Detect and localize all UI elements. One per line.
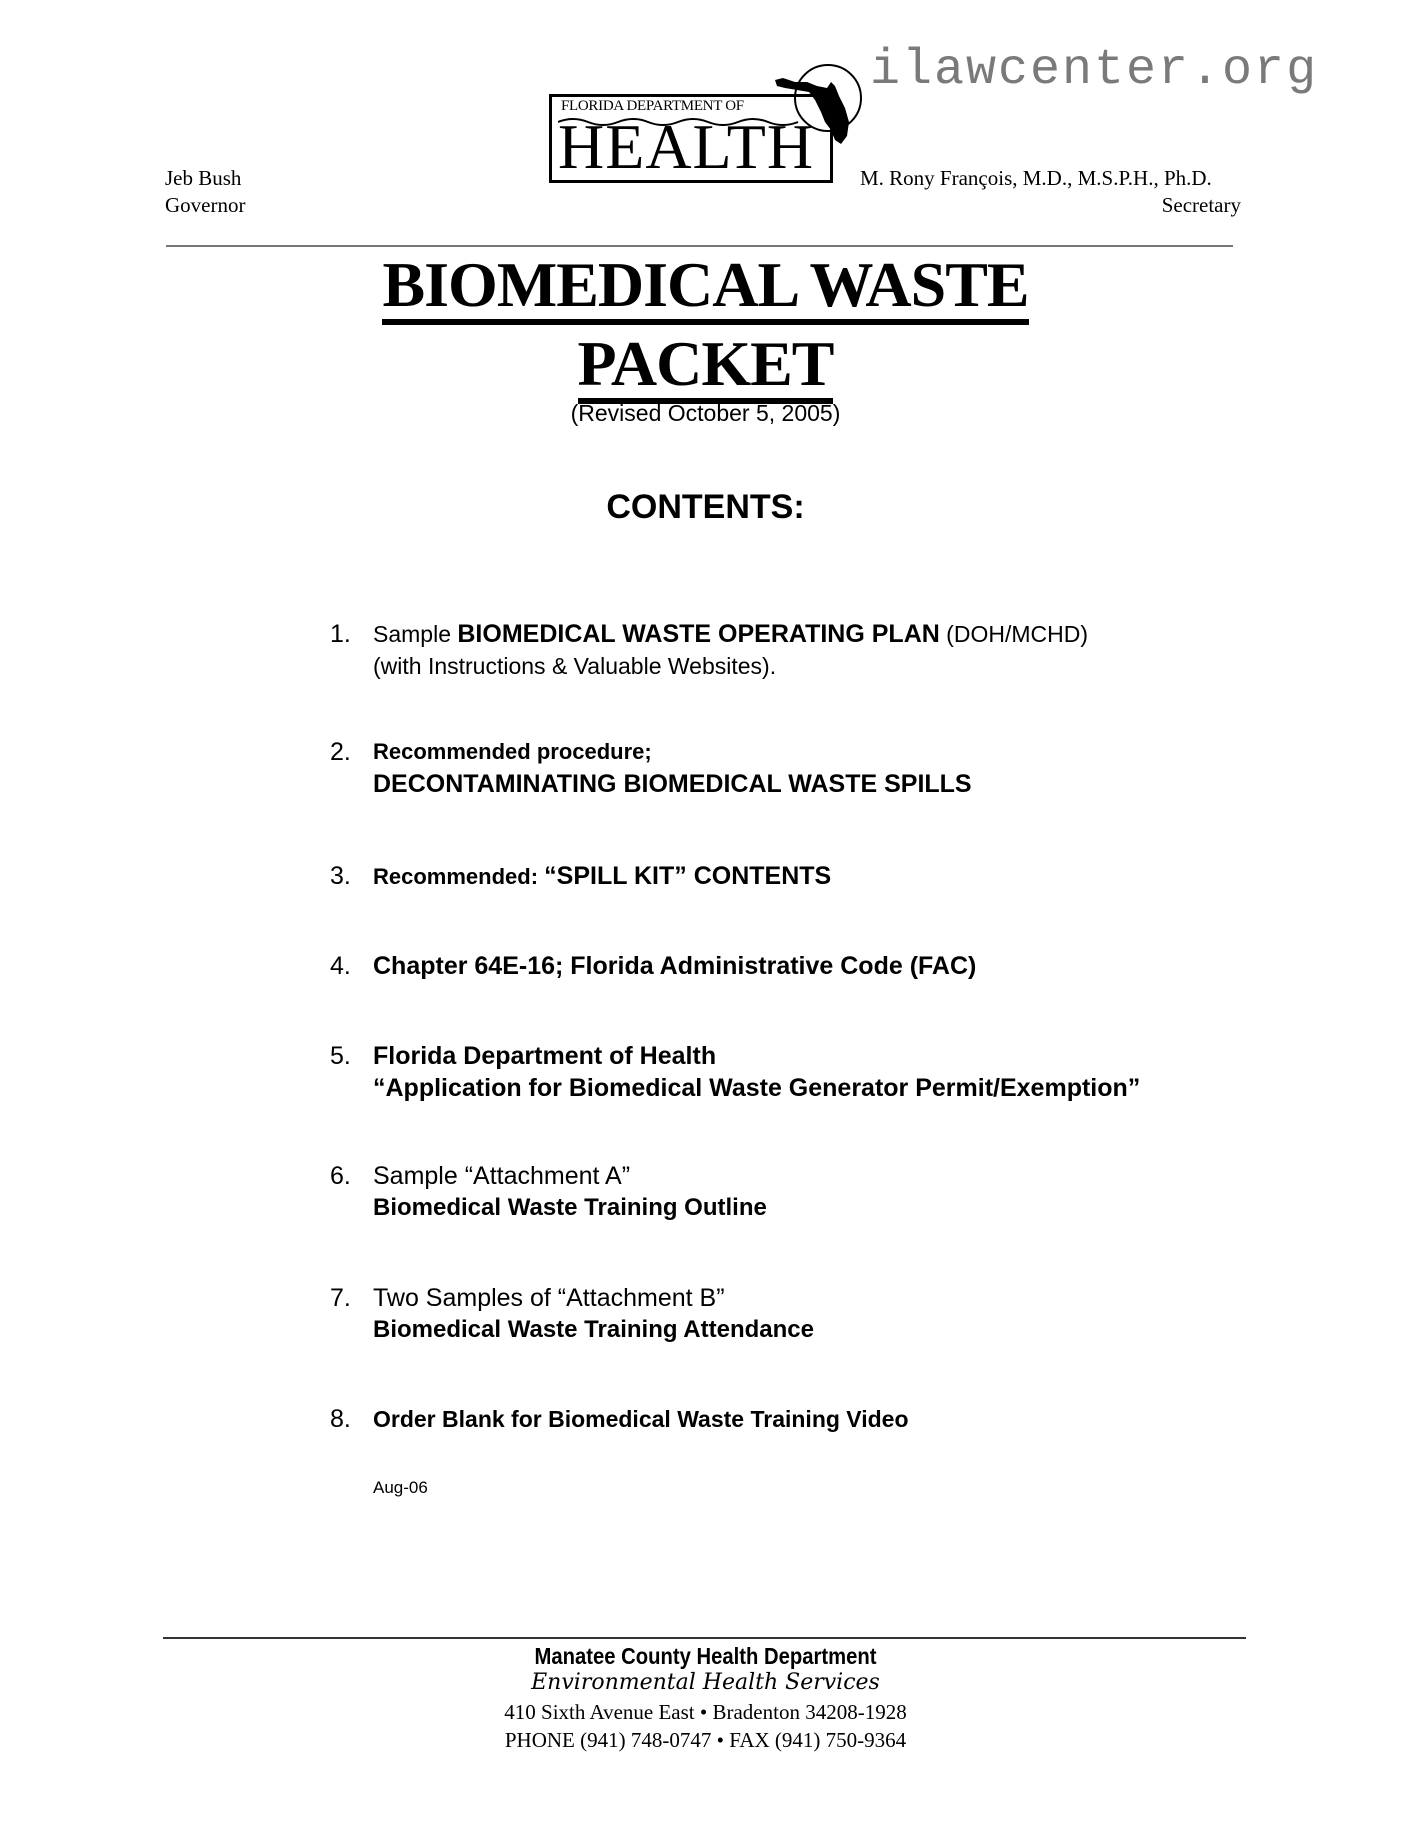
document-title-line-1 [0, 249, 1411, 325]
item-text: Order Blank for Biomedical Waste Training Video [373, 1406, 909, 1432]
item-subtext: Biomedical Waste Training Attendance [373, 1316, 814, 1343]
title-text-1: BIOMEDICAL WASTE [382, 253, 1028, 325]
contents-item-6 [330, 1160, 767, 1224]
item-number: 1. [330, 620, 351, 648]
watermark-text: ilawcenter.org [870, 42, 1319, 99]
item-subtext: DECONTAMINATING BIOMEDICAL WASTE SPILLS [373, 770, 972, 798]
governor-title: Governor [165, 193, 246, 217]
secretary-title: Secretary [1161, 193, 1241, 217]
logo-health-text: HEALTH [558, 111, 815, 182]
item-number: 5. [330, 1042, 351, 1070]
florida-map-icon [775, 60, 865, 155]
footer-organization: Manatee County Health Department [534, 1643, 877, 1669]
item-text: Florida Department of Health [373, 1042, 717, 1070]
item-number: 4. [330, 952, 351, 980]
date-note: Aug-06 [373, 1478, 428, 1497]
contents-item-5 [330, 1040, 1140, 1104]
item-text: (DOH/MCHD) [939, 621, 1088, 647]
document-title-line-2 [0, 328, 1411, 404]
contents-item-3 [330, 860, 831, 893]
title-text-2: PACKET [578, 332, 834, 404]
governor-name: Jeb Bush [165, 166, 242, 190]
item-number: 6. [330, 1162, 351, 1190]
revision-date: (Revised October 5, 2005) [570, 400, 841, 426]
item-text: Chapter 64E-16; Florida Administrative Code (FAC) [373, 952, 977, 980]
logo-dept-text: FLORIDA DEPARTMENT OF [561, 98, 744, 114]
footer-address: 410 Sixth Avenue East • Bradenton 34208-1928 [504, 1700, 907, 1724]
item-text-bold: “SPILL KIT” CONTENTS [544, 862, 832, 890]
item-number: 3. [330, 862, 351, 890]
item-subtext: Biomedical Waste Training Outline [373, 1194, 767, 1221]
contents-item-8 [330, 1403, 909, 1435]
item-text: Recommended procedure; [373, 739, 652, 764]
contents-item-7 [330, 1282, 814, 1346]
item-text: Two Samples of “Attachment B” [373, 1284, 725, 1312]
contents-item-4 [330, 950, 976, 982]
header-divider [166, 245, 1233, 247]
item-number: 7. [330, 1284, 351, 1312]
footer-division: Environmental Health Services [531, 1670, 880, 1695]
item-text: Sample [373, 621, 458, 647]
contents-item-2 [330, 736, 972, 800]
item-number: 2. [330, 738, 351, 766]
item-text: Recommended: [373, 864, 545, 889]
item-subtext: “Application for Biomedical Waste Generator Permit/Exemption” [373, 1074, 1141, 1102]
item-text-bold: BIOMEDICAL WASTE OPERATING PLAN [457, 620, 940, 648]
contents-item-1 [330, 618, 1088, 682]
footer-contact: PHONE (941) 748-0747 • FAX (941) 750-9364 [504, 1728, 907, 1752]
item-number: 8. [330, 1405, 351, 1433]
item-text: Sample “Attachment A” [373, 1162, 631, 1190]
item-subtext: (with Instructions & Valuable Websites). [373, 653, 777, 679]
secretary-name: M. Rony François, M.D., M.S.P.H., Ph.D. [860, 166, 1212, 190]
footer-divider [163, 1637, 1246, 1639]
contents-heading: CONTENTS: [606, 488, 805, 526]
